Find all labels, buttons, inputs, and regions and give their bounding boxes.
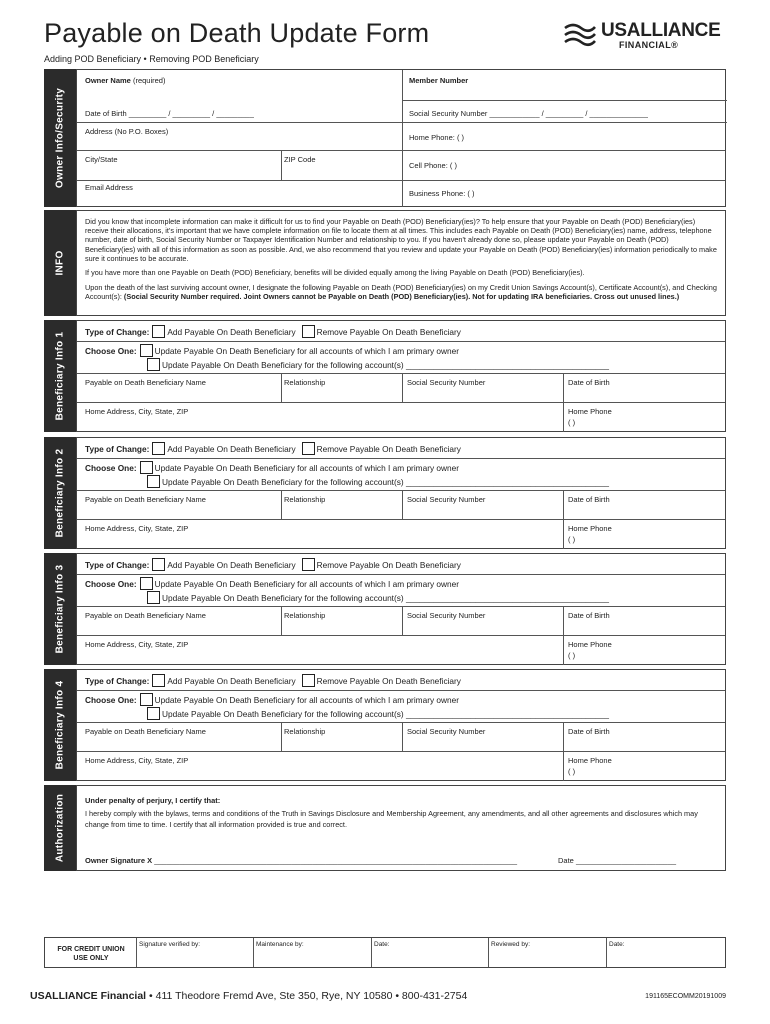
add-beneficiary-checkbox[interactable] <box>152 674 165 687</box>
beneficiary-section-1 <box>44 320 726 432</box>
home-address-field[interactable]: Home Address, City, State, ZIP <box>85 524 189 533</box>
remove-beneficiary-checkbox[interactable] <box>302 558 315 571</box>
maintenance-field[interactable]: Maintenance by: <box>256 941 304 948</box>
credit-union-use-box <box>44 937 726 968</box>
home-phone-parens: ( ) <box>568 418 576 427</box>
beneficiary-ssn-field[interactable]: Social Security Number <box>407 727 486 736</box>
home-phone-field[interactable]: Home Phone <box>568 640 612 649</box>
beneficiary-section-3 <box>44 553 726 665</box>
owner-info-tab: Owner Info/Security <box>44 69 76 207</box>
type-of-change-row: Type of Change: Add Payable On Death Beneficiary Remove Payable On Death Beneficiary <box>85 326 461 337</box>
remove-beneficiary-checkbox[interactable] <box>302 442 315 455</box>
update-following-checkbox[interactable] <box>147 707 160 720</box>
update-all-checkbox[interactable] <box>140 461 153 474</box>
info-paragraph-2: If you have more than one Payable on Death (POD) Beneficiary, benefits will be divided equally among the living Payable on Death (POD) Beneficiary(ies). <box>85 268 585 277</box>
owner-city-state-field[interactable]: City/State <box>85 155 118 164</box>
company-logo <box>563 20 733 54</box>
remove-beneficiary-checkbox[interactable] <box>302 325 315 338</box>
owner-business-phone-field[interactable]: Business Phone: ( ) <box>409 189 475 198</box>
beneficiary-tab-4: Beneficiary Info 4 <box>44 669 76 781</box>
beneficiary-tab-2: Beneficiary Info 2 <box>44 437 76 549</box>
owner-address-field[interactable]: Address (No P.O. Boxes) <box>85 127 169 136</box>
authorization-tab: Authorization <box>44 785 76 871</box>
beneficiary-ssn-field[interactable]: Social Security Number <box>407 495 486 504</box>
update-following-row: Update Payable On Death Beneficiary for the following account(s) ____________________________________________ <box>144 707 609 720</box>
home-phone-field[interactable]: Home Phone <box>568 407 612 416</box>
signature-date-field[interactable]: Date ________________________ <box>558 856 677 865</box>
add-beneficiary-checkbox[interactable] <box>152 442 165 455</box>
beneficiary-ssn-field[interactable]: Social Security Number <box>407 611 486 620</box>
owner-zip-field[interactable]: ZIP Code <box>284 155 316 164</box>
update-following-row: Update Payable On Death Beneficiary for the following account(s) ____________________________________________ <box>144 475 609 488</box>
home-address-field[interactable]: Home Address, City, State, ZIP <box>85 640 189 649</box>
authorization-heading: Under penalty of perjury, I certify that: <box>85 796 221 805</box>
member-number-field[interactable]: Member Number <box>409 76 469 85</box>
info-paragraph-1: Did you know that incomplete information can make it difficult for us to find your Payable on Death (POD) Beneficiary(ies)? To help ensure that your Payable on Death (POD) Beneficiary(ies) receive their allocations, it's important that we have complete information on file to locate them at all times. This includes each Payable on Death (POD) Beneficiary(ies) name, address, telephone number, date of birth, Social Security Number or Taxpayer Identification Number and relationship to you. If you haven't already done so, please update your Payable on Death (POD) Beneficiary(ies) with all of this information as soon as possible. And, we also recommend that you review and update your Payable on Death (POD) Beneficiary(ies) information periodically to make sure it continues to be accurate. <box>85 217 717 263</box>
beneficiary-section-2 <box>44 437 726 549</box>
type-of-change-row: Type of Change: Add Payable On Death Beneficiary Remove Payable On Death Beneficiary <box>85 675 461 686</box>
home-address-field[interactable]: Home Address, City, State, ZIP <box>85 407 189 416</box>
owner-signature-field[interactable]: Owner Signature X _______________________________________________________________________________________ <box>85 856 518 865</box>
owner-cell-phone-field[interactable]: Cell Phone: ( ) <box>409 161 457 170</box>
reviewed-date-field[interactable]: Date: <box>609 941 625 948</box>
beneficiary-dob-field[interactable]: Date of Birth <box>568 378 610 387</box>
update-following-checkbox[interactable] <box>147 591 160 604</box>
owner-ssn-field[interactable]: Social Security Number ____________ / _________ / ______________ <box>409 109 648 118</box>
credit-union-use-label: FOR CREDIT UNION USE ONLY <box>57 946 125 962</box>
reviewed-by-field[interactable]: Reviewed by: <box>491 941 531 948</box>
home-phone-parens: ( ) <box>568 535 576 544</box>
beneficiary-section-4 <box>44 669 726 781</box>
relationship-field[interactable]: Relationship <box>284 495 326 504</box>
relationship-field[interactable]: Relationship <box>284 611 326 620</box>
owner-home-phone-field[interactable]: Home Phone: ( ) <box>409 133 465 142</box>
authorization-text: I hereby comply with the bylaws, terms and conditions of the Truth in Savings Disclosure and Membership Agreement, any amendments, and all other agreements and disclosures which may change from time to time. I certify that all information provided is true and correct. <box>85 809 698 829</box>
beneficiary-name-field[interactable]: Payable on Death Beneficiary Name <box>85 378 206 387</box>
info-paragraph-3: Upon the death of the last surviving account owner, I designate the following Payable on Death (POD) Beneficiary(ies) on my Credit Union Savings Account(s), Certificate Account(s), and Checking Account(s): (Social Security Number required. Joint Owners cannot be Payable on Death (POD) Beneficiary(ies). Not for updating IRA beneficiaries. Cross out unused lines.) <box>85 283 717 302</box>
add-beneficiary-checkbox[interactable] <box>152 558 165 571</box>
update-all-checkbox[interactable] <box>140 693 153 706</box>
type-of-change-row: Type of Change: Add Payable On Death Beneficiary Remove Payable On Death Beneficiary <box>85 443 461 454</box>
owner-info-section <box>44 69 726 207</box>
beneficiary-dob-field[interactable]: Date of Birth <box>568 495 610 504</box>
info-section <box>44 210 726 316</box>
choose-one-row: Choose One: Update Payable On Death Beneficiary for all accounts of which I am primary owner <box>85 694 460 705</box>
signature-verified-field[interactable]: Signature verified by: <box>139 941 201 948</box>
update-all-checkbox[interactable] <box>140 577 153 590</box>
info-tab: INFO <box>44 210 76 316</box>
logo-name: USALLIANCE <box>601 20 721 41</box>
type-of-change-row: Type of Change: Add Payable On Death Beneficiary Remove Payable On Death Beneficiary <box>85 559 461 570</box>
footer-address: USALLIANCE Financial • 411 Theodore Fremd Ave, Ste 350, Rye, NY 10580 • 800-431-2754 <box>30 990 468 1002</box>
beneficiary-name-field[interactable]: Payable on Death Beneficiary Name <box>85 495 206 504</box>
choose-one-row: Choose One: Update Payable On Death Beneficiary for all accounts of which I am primary owner <box>85 345 460 356</box>
logo-waves-icon <box>563 22 597 48</box>
logo-subtext: FINANCIAL® <box>619 40 679 50</box>
beneficiary-dob-field[interactable]: Date of Birth <box>568 727 610 736</box>
beneficiary-tab-1: Beneficiary Info 1 <box>44 320 76 432</box>
beneficiary-dob-field[interactable]: Date of Birth <box>568 611 610 620</box>
home-phone-field[interactable]: Home Phone <box>568 524 612 533</box>
home-phone-parens: ( ) <box>568 651 576 660</box>
update-following-checkbox[interactable] <box>147 358 160 371</box>
form-id: 191165ECOMM20191009 <box>645 993 726 1000</box>
authorization-section <box>44 785 726 871</box>
relationship-field[interactable]: Relationship <box>284 727 326 736</box>
choose-one-row: Choose One: Update Payable On Death Beneficiary for all accounts of which I am primary owner <box>85 578 460 589</box>
owner-email-field[interactable]: Email Address <box>85 183 133 192</box>
beneficiary-name-field[interactable]: Payable on Death Beneficiary Name <box>85 727 206 736</box>
maintenance-date-field[interactable]: Date: <box>374 941 390 948</box>
page-title: Payable on Death Update Form <box>44 18 430 48</box>
beneficiary-ssn-field[interactable]: Social Security Number <box>407 378 486 387</box>
add-beneficiary-checkbox[interactable] <box>152 325 165 338</box>
beneficiary-name-field[interactable]: Payable on Death Beneficiary Name <box>85 611 206 620</box>
choose-one-row: Choose One: Update Payable On Death Beneficiary for all accounts of which I am primary owner <box>85 462 460 473</box>
page-subtitle: Adding POD Beneficiary • Removing POD Beneficiary <box>44 54 259 64</box>
update-following-row: Update Payable On Death Beneficiary for the following account(s) ____________________________________________ <box>144 591 609 604</box>
home-phone-parens: ( ) <box>568 767 576 776</box>
owner-name-field[interactable]: Owner Name (required) <box>85 76 166 85</box>
relationship-field[interactable]: Relationship <box>284 378 326 387</box>
home-phone-field[interactable]: Home Phone <box>568 756 612 765</box>
beneficiary-tab-3: Beneficiary Info 3 <box>44 553 76 665</box>
update-following-row: Update Payable On Death Beneficiary for the following account(s) ____________________________________________ <box>144 358 609 371</box>
update-all-checkbox[interactable] <box>140 344 153 357</box>
owner-dob-field[interactable]: Date of Birth _________ / _________ / _________ <box>85 109 254 118</box>
update-following-checkbox[interactable] <box>147 475 160 488</box>
home-address-field[interactable]: Home Address, City, State, ZIP <box>85 756 189 765</box>
remove-beneficiary-checkbox[interactable] <box>302 674 315 687</box>
